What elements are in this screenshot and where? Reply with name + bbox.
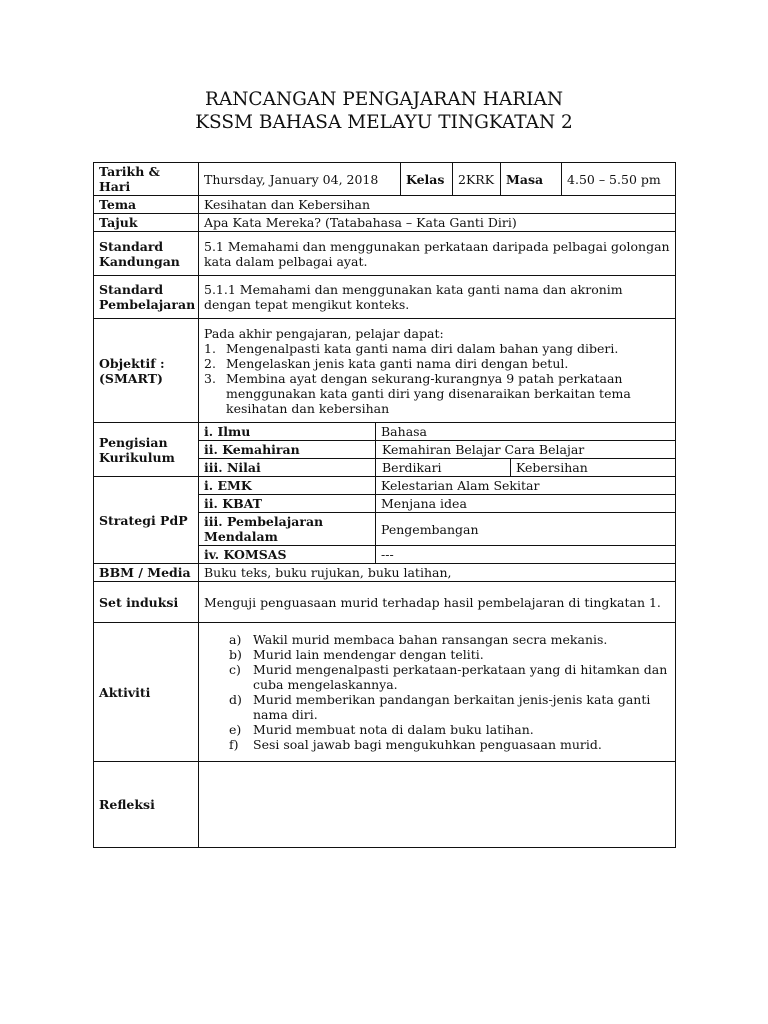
row-refleksi [94,762,676,848]
value-tema: Kesihatan dan Kebersihan [199,196,676,214]
row-standard-pembelajaran [94,276,676,319]
value-standard-pembelajaran: 5.1.1 Memahami dan menggunakan kata ganti nama dan akronim dengan tepat mengikut konteks. [199,276,676,319]
label-refleksi: Refleksi [94,762,199,848]
value-aktiviti [199,623,676,762]
list-item: f) Sesi soal jawab bagi mengukuhkan penguasaan murid. [229,737,602,752]
value-ilmu: Bahasa [376,423,676,441]
value-nilai-kebersihan: Kebersihan [511,459,676,477]
list-item: d) Murid memberikan pandangan berkaitan jenis-jenis kata ganti nama diri. [229,692,651,722]
label-tema: Tema [94,196,199,214]
row-standard-kandungan [94,232,676,276]
label-kemahiran: ii. Kemahiran [199,441,376,459]
value-tajuk: Apa Kata Mereka? (Tatabahasa – Kata Ganti Diri) [199,214,676,232]
row-tarikh [94,163,676,196]
label-standard-kandungan: Standard Kandungan [94,232,199,276]
label-emk: i. EMK [199,477,376,495]
row-strategi-emk [94,477,676,495]
lesson-plan-table [93,162,676,848]
label-aktiviti: Aktiviti [94,623,199,762]
list-item: e) Murid membuat nota di dalam buku latihan. [229,722,534,737]
row-tema [94,196,676,214]
label-pembelajaran-mendalam: iii. Pembelajaran Mendalam [199,513,376,546]
value-pembelajaran-mendalam: Pengembangan [376,513,676,546]
row-bbm [94,564,676,582]
list-item: 1. Mengenalpasti kata ganti nama diri dalam bahan yang diberi. [204,340,619,356]
list-item: c) Murid mengenalpasti perkataan-perkataan yang di hitamkan dan cuba mengelaskannya. [229,662,668,692]
label-tarikh: Tarikh & Hari [94,163,199,196]
label-pengisian-kurikulum: Pengisian Kurikulum [94,423,199,477]
value-refleksi [199,762,676,848]
objektif-list [204,341,670,416]
value-emk: Kelestarian Alam Sekitar [376,477,676,495]
row-tajuk [94,214,676,232]
label-nilai: iii. Nilai [199,459,376,477]
document-title [0,88,768,134]
list-item: b) Murid lain mendengar dengan teliti. [229,647,484,662]
value-bbm: Buku teks, buku rujukan, buku latihan, [199,564,676,582]
label-komsas: iv. KOMSAS [199,546,376,564]
value-standard-kandungan: 5.1 Memahami dan menggunakan perkataan daripada pelbagai golongan kata dalam pelbagai ayat. [199,232,676,276]
value-masa: 4.50 – 5.50 pm [562,163,676,196]
row-aktiviti [94,623,676,762]
list-item: a) Wakil murid membaca bahan ransangan secra mekanis. [229,632,608,647]
label-masa: Masa [501,163,562,196]
label-ilmu: i. Ilmu [199,423,376,441]
value-nilai-berdikari: Berdikari [376,459,511,477]
title-line-1: RANCANGAN PENGAJARAN HARIAN [204,89,564,110]
label-tajuk: Tajuk [94,214,199,232]
list-item: 3. Membina ayat dengan sekurang-kurangnya 9 patah perkataan menggunakan kata ganti diri yang disenaraikan berkaitan tema kesihatan dan kebersihan [204,370,631,416]
label-objektif: Objektif : (SMART) [94,319,199,423]
label-strategi-pdp: Strategi PdP [94,477,199,564]
value-komsas: --- [376,546,676,564]
value-kbat: Menjana idea [376,495,676,513]
aktiviti-list [229,632,670,752]
label-kelas: Kelas [401,163,453,196]
row-objektif [94,319,676,423]
value-kemahiran: Kemahiran Belajar Cara Belajar [376,441,676,459]
title-line-2: KSSM BAHASA MELAYU TINGKATAN 2 [195,112,573,133]
label-set-induksi: Set induksi [94,582,199,623]
objektif-intro: Pada akhir pengajaran, pelajar dapat: [204,325,444,341]
row-kurikulum-ilmu [94,423,676,441]
value-set-induksi: Menguji penguasaan murid terhadap hasil pembelajaran di tingkatan 1. [199,582,676,623]
label-standard-pembelajaran: Standard Pembelajaran [94,276,199,319]
row-set-induksi [94,582,676,623]
label-kbat: ii. KBAT [199,495,376,513]
list-item: 2. Mengelaskan jenis kata ganti nama diri dengan betul. [204,355,569,371]
value-date: Thursday, January 04, 2018 [199,163,401,196]
label-bbm: BBM / Media [94,564,199,582]
value-objektif [199,319,676,423]
value-kelas: 2KRK [453,163,501,196]
